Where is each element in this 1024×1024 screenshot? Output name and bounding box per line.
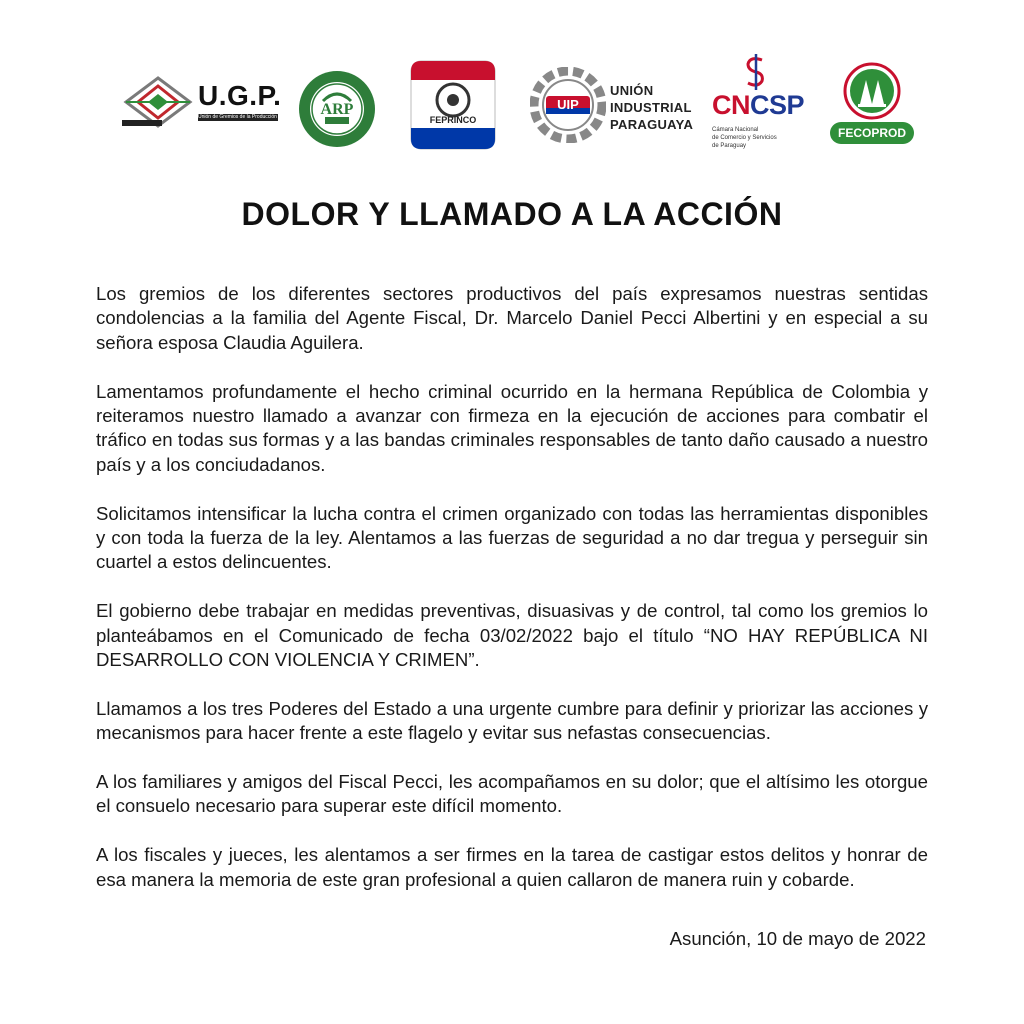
logo-strip	[112, 52, 922, 152]
paragraph: Lamentamos profundamente el hecho criminal ocurrido en la hermana República de Colombia y reiteramos nuestro llamado a avanzar con firmeza en la ejecución de acciones para combatir el tráfico en todas sus formas y a las bandas criminales responsables de tanto daño causado a nuestro país y a los conciudadanos.	[96, 380, 928, 475]
ugp-name: U.G.P.	[198, 80, 282, 111]
ugp-logo	[120, 72, 280, 132]
arp-logo	[297, 69, 377, 149]
paragraph: El gobierno debe trabajar en medidas preventivas, disuasivas y de control, tal como los gremios lo planteábamos en el Comunicado de fecha 03/02/2022 bajo el título “NO HAY REPÚBLICA NI DESARROLLO CON VIOLENCIA Y CRIMEN”.	[96, 600, 928, 671]
uip-line1: UNIÓN	[610, 83, 654, 98]
document-title: DOLOR Y LLAMADO A LA ACCIÓN	[241, 196, 783, 232]
cncsp-suffix: CSP	[750, 90, 805, 120]
document-body	[96, 282, 928, 916]
fecoprod-emblem-icon	[830, 60, 914, 122]
feprinco-logo	[410, 60, 496, 150]
uip-line2: INDUSTRIAL	[610, 100, 692, 115]
fecoprod-logo	[830, 60, 914, 150]
ugp-emblem-icon	[120, 72, 196, 132]
feprinco-emblem-icon	[410, 60, 496, 150]
feprinco-name: FEPRINCO	[429, 115, 477, 125]
paragraph: Los gremios de los diferentes sectores productivos del país expresamos nuestras sentidas condolencias a la familia del Agente Fiscal, Dr. Marcelo Daniel Pecci Albertini y en especial a su señora esposa Claudia Aguilera.	[96, 283, 928, 353]
dollar-sign-icon	[736, 54, 776, 90]
cncsp-subtitle-line2: de Comercio y Servicios	[712, 135, 777, 141]
cncsp-subtitle-line3: de Paraguay	[712, 143, 747, 149]
cncsp-name	[712, 90, 804, 121]
cncsp-logo	[710, 54, 810, 154]
ugp-subtitle: Unión de Gremios de la Producción	[198, 114, 277, 120]
fecoprod-label: FECOPROD	[830, 122, 914, 144]
uip-logo	[530, 67, 694, 147]
arp-badge: ARP	[320, 101, 354, 118]
uip-line3: PARAGUAYA	[610, 117, 694, 132]
paragraph: A los familiares y amigos del Fiscal Pecci, les acompañamos en su dolor; que el altísimo les otorgue el consuelo necesario para superar este difícil momento.	[96, 771, 928, 817]
uip-badge: UIP	[557, 97, 579, 112]
document-date: Asunción, 10 de mayo de 2022	[669, 928, 926, 949]
paragraph: Solicitamos intensificar la lucha contra el crimen organizado con todas las herramientas disponibles y con toda la fuerza de la ley. Alentamos a las fuerzas de seguridad a no dar tregua y perseguir sin cuartel a estos delincuentes.	[96, 502, 928, 573]
paragraph: Llamamos a los tres Poderes del Estado a una urgente cumbre para definir y priorizar las acciones y mecanismos para hacer frente a este flagelo y evitar sus nefastas consecuencias.	[96, 697, 928, 744]
cncsp-subtitle-line1: Cámara Nacional	[712, 127, 759, 133]
paragraph: A los fiscales y jueces, les alentamos a ser firmes en la tarea de castigar estos delitos y honrar de esa manera la memoria de este gran profesional a quien callaron de manera ruin y cobarde.	[96, 844, 928, 890]
cncsp-prefix: CN	[712, 90, 750, 120]
cncsp-subtitle	[712, 126, 777, 150]
